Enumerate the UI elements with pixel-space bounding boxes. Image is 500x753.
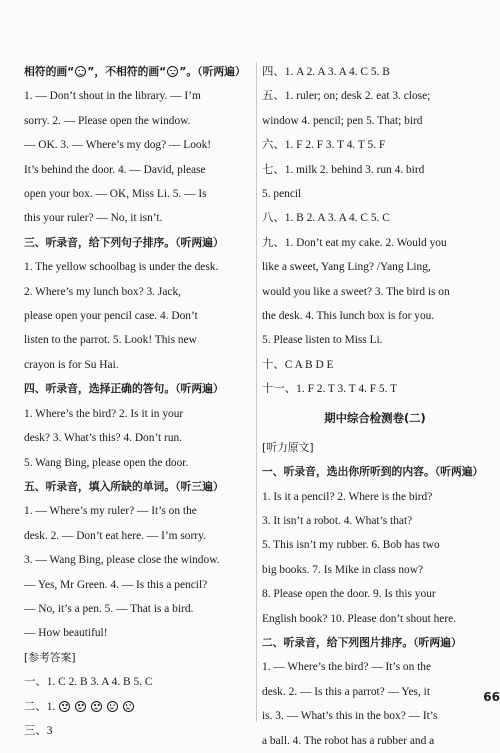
page-number: 66 (483, 690, 500, 704)
column-divider (256, 62, 257, 722)
text-line: crayon is for Su Hai. (24, 358, 119, 371)
answer-key-heading: [参考答案] (24, 650, 76, 664)
section-heading: 五、听录音，填入所缺的单词。（听三遍） (24, 479, 224, 493)
text-line: window 4. pencil; pen 5. That; bird (262, 114, 423, 127)
text-line: 四、1. A 2. A 3. A 4. C 5. B (262, 66, 390, 78)
text-line: 1. Is it a pencil? 2. Where is the bird? (262, 490, 433, 503)
text-line: 七、1. milk 2. behind 3. run 4. bird (262, 163, 425, 176)
text-line: 八、1. B 2. A 3. A 4. C 5. C (262, 212, 390, 225)
text-line: 1. — Where’s the bird? — It’s on the (262, 661, 432, 674)
text-line: 5. Wang Bing, please open the door. (24, 456, 189, 469)
text-line: 2. Where’s my lunch box? 3. Jack, (24, 285, 182, 298)
text-line: big books. 7. Is Mike in class now? (262, 563, 424, 576)
exam-title: 期中综合检测卷(二) (324, 410, 426, 425)
text-line: 3. — Wang Bing, please close the window. (24, 554, 220, 567)
section-heading: 一、听录音，选出你所听到的内容。（听两遍） (262, 465, 484, 479)
smile-face-icon (75, 66, 86, 77)
instruction-line: 相符的画“ ”，不相符的画“ ”。（听两遍） (24, 65, 246, 78)
text-line: is. 3. — What’s this in the box? — It’s (262, 710, 438, 723)
text-line: 5. pencil (262, 188, 302, 201)
section-heading: 四、听录音，选择正确的答句。（听两遍） (24, 382, 224, 396)
text-line: please open your pencil case. 4. Don’t (24, 310, 198, 323)
text-line: desk? 3. What’s this? 4. Don’t run. (24, 432, 183, 445)
listening-script-heading: [听力原文] (262, 440, 314, 454)
text-line: It’s behind the door. 4. — David, please (24, 163, 206, 176)
text-line: 五、1. ruler; on; desk 2. eat 3. close; (262, 90, 431, 103)
text-line: 5. This isn’t my rubber. 6. Bob has two (262, 539, 440, 552)
frown-face-icon (123, 701, 134, 712)
text-line: like a sweet, Yang Ling? /Yang Ling, (262, 261, 431, 274)
text-line: open your box. — OK, Miss Li. 5. — Is (24, 188, 207, 201)
text-line: 十、C A B D E (262, 358, 334, 371)
text-line: this your ruler? — No, it isn’t. (24, 212, 163, 225)
text-line: 一、1. C 2. B 3. A 4. B 5. C (24, 676, 153, 689)
text-line: 1. — Don’t shout in the library. — I’m (24, 90, 201, 103)
text-line: a ball. 4. The robot has a rubber and a (262, 734, 435, 747)
text-line: listen to the parrot. 5. Look! This new (24, 334, 197, 347)
text-line: the desk. 4. This lunch box is for you. (262, 310, 435, 323)
text-line: English book? 10. Please don’t shout here. (262, 612, 457, 625)
smile-face-icon (107, 701, 118, 712)
text-line: 三、3 (24, 724, 53, 737)
text-line: 1. — Where’s my ruler? — It’s on the (24, 505, 197, 518)
text-line: — No, it’s a pen. 5. — That is a bird. (24, 602, 194, 615)
text-line: 1. The yellow schoolbag is under the desk. (24, 261, 219, 274)
frown-face-icon (167, 66, 178, 77)
smile-face-icon (75, 701, 86, 712)
text-line: — OK. 3. — Where’s my dog? — Look! (24, 139, 212, 152)
text-line: — How beautiful! (24, 627, 108, 640)
section-heading: 二、听录音，给下列图片排序。（听两遍） (262, 635, 462, 649)
text-line: desk. 2. — Don’t eat here. — I’m sorry. (24, 529, 206, 542)
text-line: 8. Please open the door. 9. Is this your (262, 588, 436, 601)
text-line: 3. It isn’t a robot. 4. What’s that? (262, 514, 413, 527)
right-column (262, 60, 488, 753)
text-line: 5. Please listen to Miss Li. (262, 334, 383, 347)
text-line: 十一、1. F 2. T 3. T 4. F 5. T (262, 383, 398, 396)
smile-face-icon (59, 701, 70, 712)
text-line: sorry. 2. — Please open the window. (24, 114, 191, 127)
text-line: 六、1. F 2. F 3. T 4. T 5. F (262, 139, 386, 152)
section-heading: 三、听录音，给下列句子排序。（听两遍） (24, 235, 224, 249)
answer-line: 二、1. (24, 695, 252, 719)
text-line: would you like a sweet? 3. The bird is on (262, 285, 450, 298)
text-line: desk. 2. — Is this a parrot? — Yes, it (262, 685, 430, 698)
left-column (24, 60, 252, 743)
text-line: — Yes, Mr Green. 4. — Is this a pencil? (24, 578, 208, 591)
text-line: 1. Where’s the bird? 2. Is it in your (24, 407, 184, 420)
text-line: 九、1. Don’t eat my cake. 2. Would you (262, 236, 447, 249)
frown-face-icon (91, 701, 102, 712)
